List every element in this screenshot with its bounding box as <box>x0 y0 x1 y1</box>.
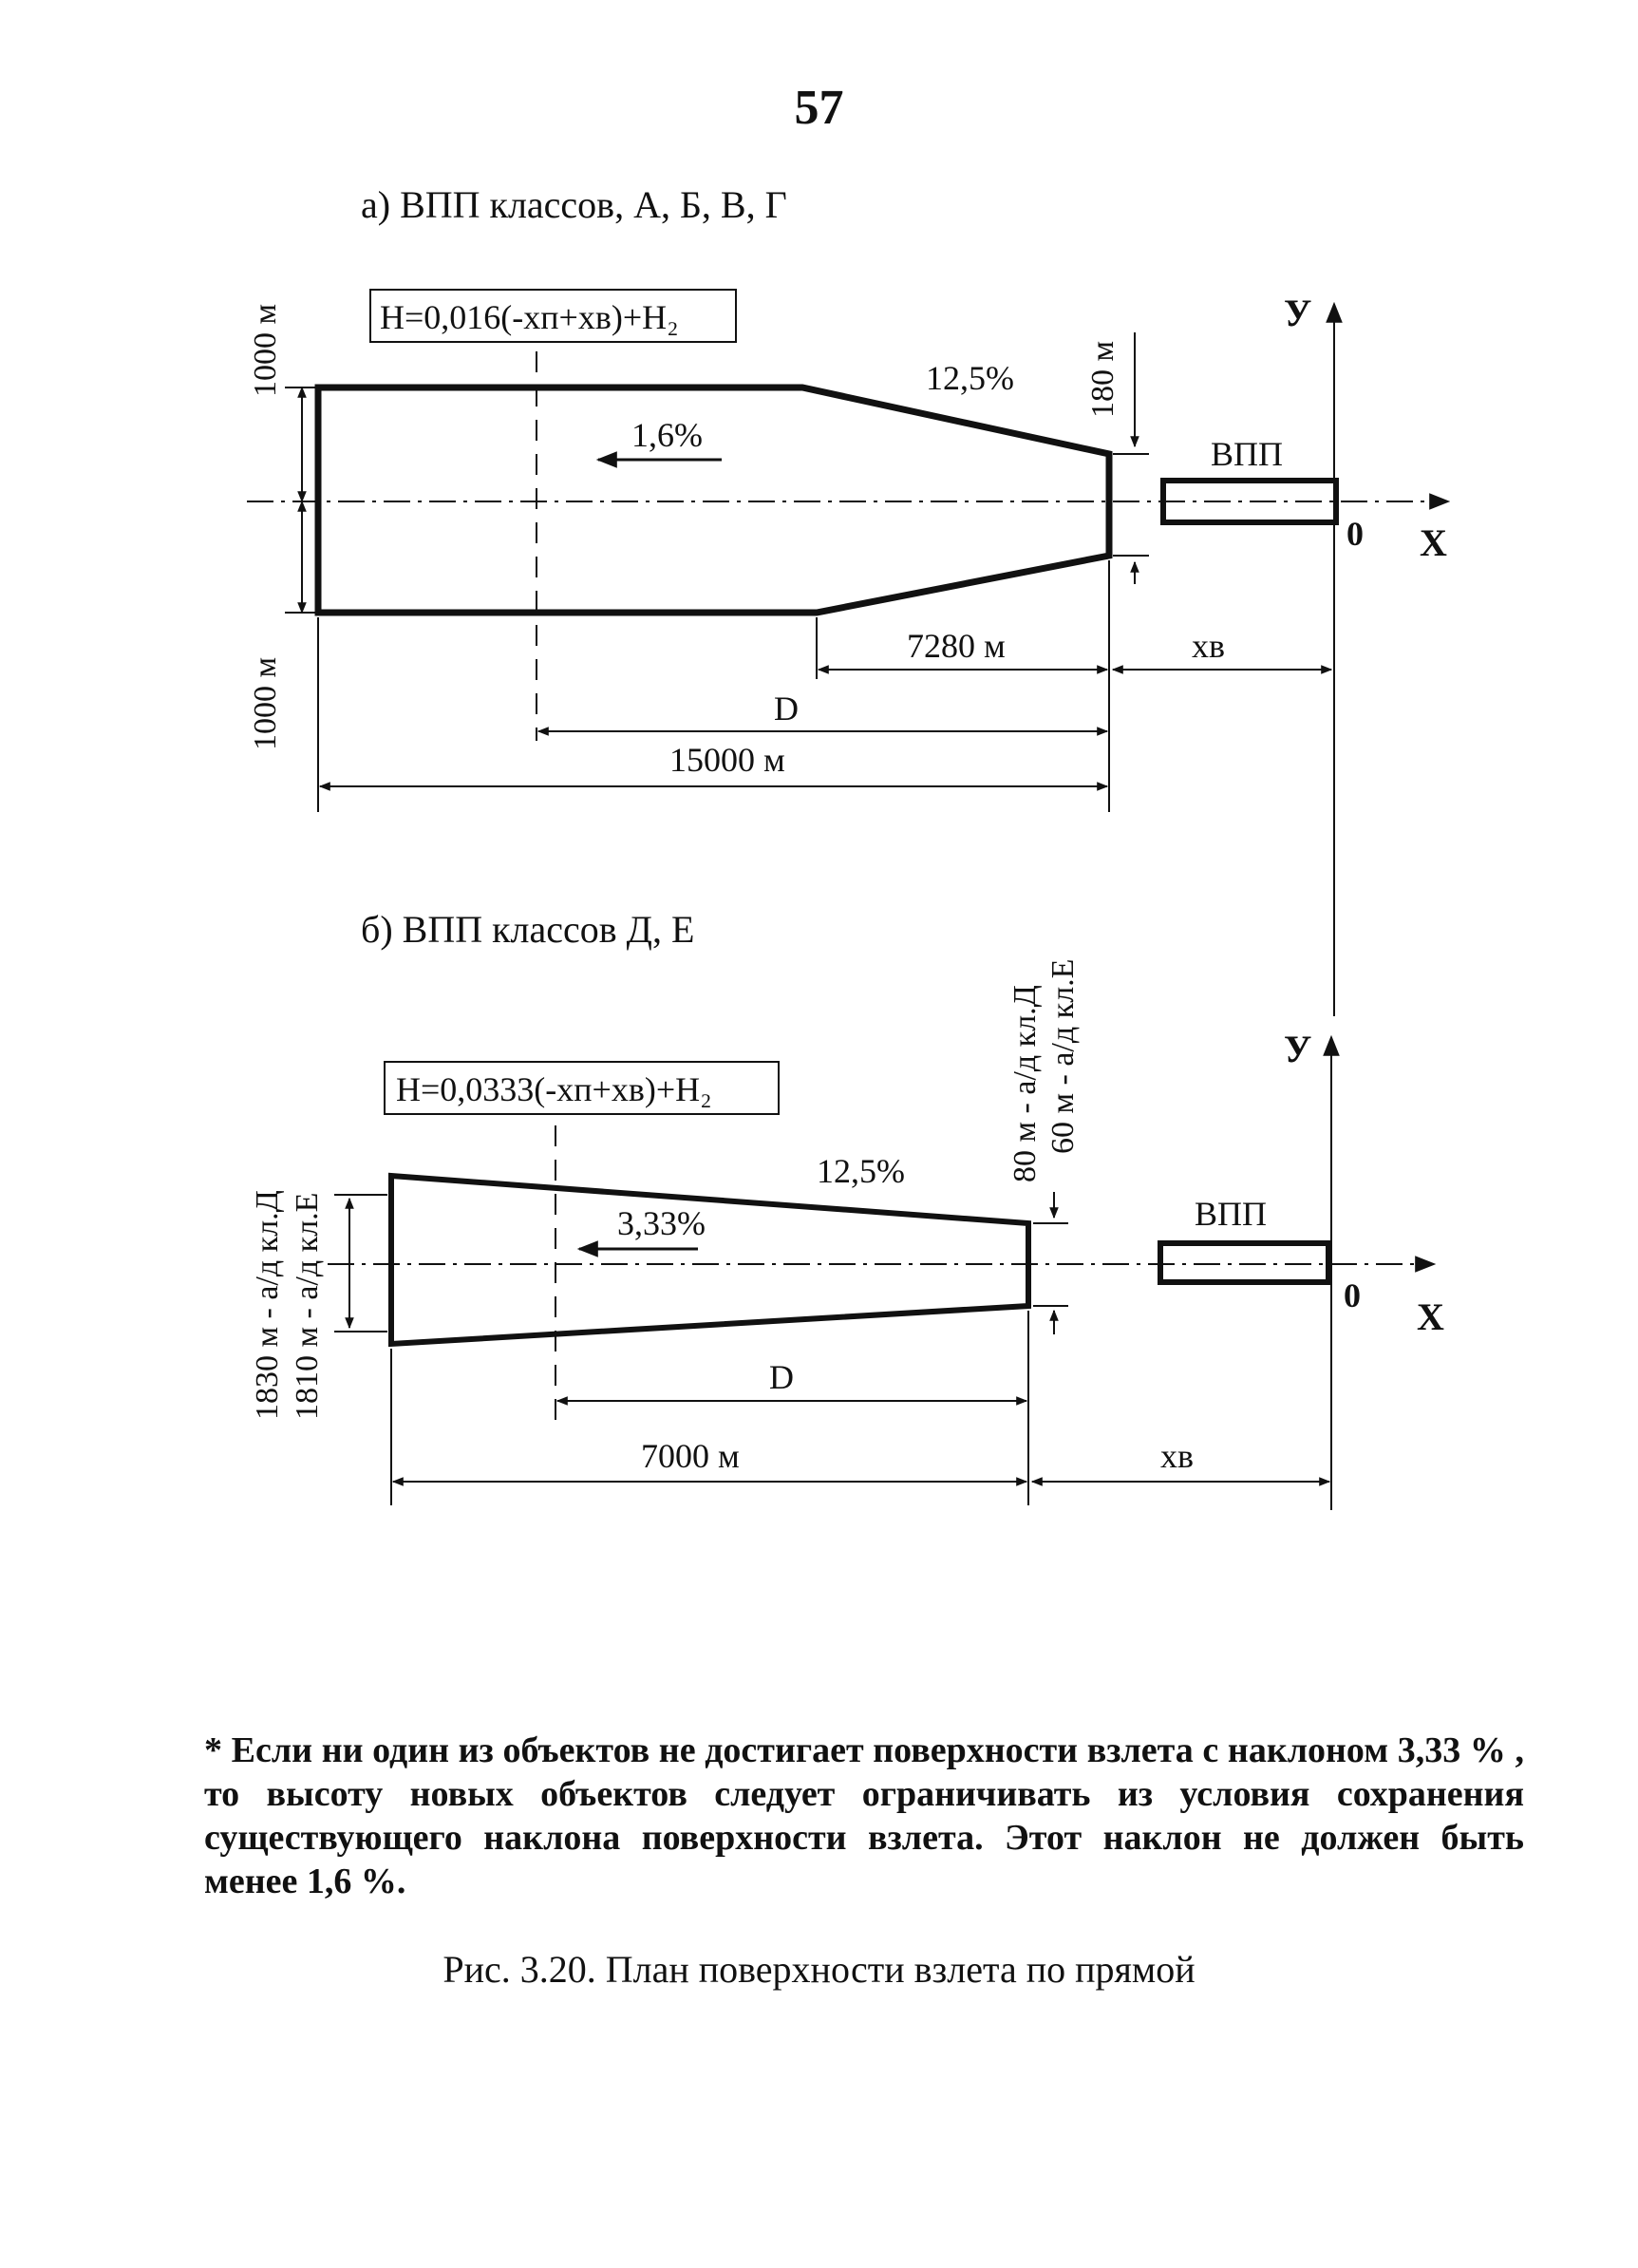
diagram-b-runway-label: ВПП <box>1195 1195 1268 1233</box>
diagram-b-slope-side: 12,5% <box>817 1152 905 1190</box>
diagram-b-slope-main: 3,33% <box>617 1204 706 1242</box>
figure-caption: Рис. 3.20. План поверхности взлета по прямой <box>442 1948 1196 1991</box>
diagram-b-caption: б) ВПП классов Д, Е <box>361 908 695 951</box>
diagram-b-y-label: У <box>1284 1028 1312 1070</box>
diagram-a-dim-total-label: 15000 м <box>669 741 785 779</box>
diagram-a-runway-label: ВПП <box>1211 435 1284 473</box>
diagram-b-outer-width-d: 1830 м - а/д кл.Д <box>250 1190 285 1420</box>
diagram-a-caption: а) ВПП классов, А, Б, В, Г <box>361 183 787 226</box>
diagram-b-outer-width-e: 1810 м - а/д кл.Е <box>290 1192 325 1420</box>
diagram-b-dim-xv-label: xв <box>1160 1437 1194 1475</box>
diagram-b-formula: H=0,0333(-xп+xв)+H₂ <box>396 1070 712 1108</box>
diagram-a <box>247 290 1448 1016</box>
diagram-a-formula: H=0,016(-xп+xв)+H₂ <box>380 298 679 336</box>
diagram-a-y-label: У <box>1284 292 1312 334</box>
footnote: * Если ни один из объектов не достигает поверхности взлета с наклоном 3,33 % , то высоту новых объектов следует ограничивать из условия сохранения существующего наклона поверхности взлета. Этот наклон не должен быть менее 1,6 %. <box>204 1730 1524 1901</box>
diagram-a-inner-width: 180 м <box>1085 340 1120 418</box>
diagram-a-half-width-bottom: 1000 м <box>248 656 283 750</box>
diagram-a-formula-box <box>370 290 736 342</box>
diagram-b-surface-outline <box>391 1176 1028 1344</box>
diagram-a-slope-side: 12,5% <box>926 359 1014 397</box>
diagram-a-dim-taper-label: 7280 м <box>907 627 1006 665</box>
diagram-a-dim-xv-label: xв <box>1192 627 1225 665</box>
diagram-a-half-width-top: 1000 м <box>248 303 283 397</box>
diagram-b-runway <box>1160 1243 1328 1282</box>
diagram-a-origin-label: 0 <box>1346 515 1364 553</box>
diagram-b-formula-box <box>385 1062 779 1114</box>
diagram-a-surface-outline <box>318 387 1109 613</box>
page-number: 57 <box>794 81 844 135</box>
diagram-b-inner-width-e: 60 м - а/д кл.Е <box>1045 958 1081 1154</box>
diagram-b-x-label: X <box>1417 1295 1444 1338</box>
diagram-a-dim-d-label: D <box>774 690 799 728</box>
diagram-b-dim-total-label: 7000 м <box>641 1437 740 1475</box>
diagram-a-slope-main: 1,6% <box>631 416 703 454</box>
diagram-b-inner-width-d: 80 м - а/д кл.Д <box>1007 985 1043 1182</box>
diagram-b-dim-d-label: D <box>769 1358 794 1396</box>
diagram-a-x-label: X <box>1420 521 1447 564</box>
diagram-b-origin-label: 0 <box>1344 1276 1361 1314</box>
diagram-b <box>250 959 1444 1510</box>
